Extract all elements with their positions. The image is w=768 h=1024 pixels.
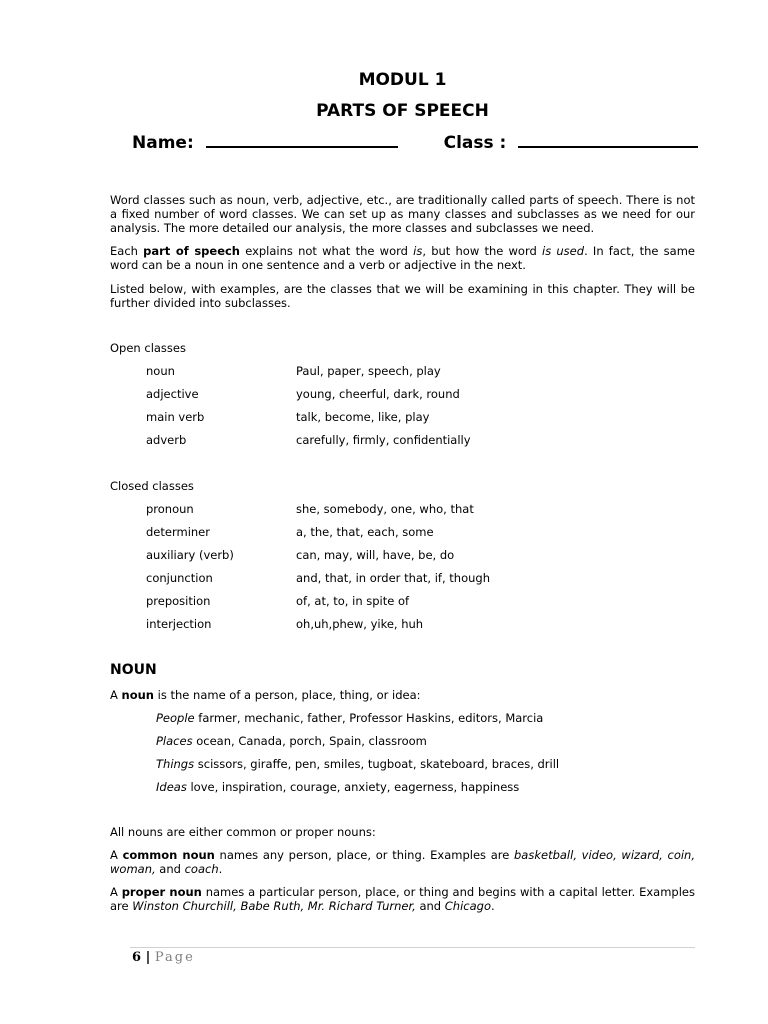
intro-paragraph-3: Listed below, with examples, are the classes that we will be examining in this chapter. They will be further divided into subclasses. bbox=[110, 282, 695, 310]
class-label: Class : bbox=[443, 133, 507, 153]
noun-definition: A noun is the name of a person, place, thing, or idea: bbox=[110, 688, 421, 702]
page-word: Page bbox=[154, 950, 195, 965]
intro-paragraph-2: Each part of speech explains not what the word is, but how the word is used. In fact, the same word can be a noun in one sentence and a verb or adjective in the next. bbox=[110, 244, 695, 272]
common-noun-paragraph: A common noun names any person, place, or thing. Examples are basketball, video, wizard, coin, woman, and coach. bbox=[110, 848, 695, 876]
module-title: MODUL 1 bbox=[358, 70, 447, 90]
footer-divider bbox=[130, 947, 695, 948]
class-blank[interactable] bbox=[518, 132, 698, 148]
page-number: 6 bbox=[132, 950, 142, 965]
page-footer: 6 | Page bbox=[132, 950, 195, 965]
noun-heading: NOUN bbox=[110, 662, 157, 678]
open-classes-label: Open classes bbox=[110, 341, 186, 355]
noun-category-ideas: Ideas love, inspiration, courage, anxiety, eagerness, happiness bbox=[156, 780, 520, 794]
noun-category-places: Places ocean, Canada, porch, Spain, classroom bbox=[156, 734, 427, 748]
noun-category-things: Things scissors, giraffe, pen, smiles, tugboat, skateboard, braces, drill bbox=[156, 757, 560, 771]
name-blank[interactable] bbox=[206, 132, 398, 148]
page-title: PARTS OF SPEECH bbox=[316, 101, 489, 121]
intro-paragraph-1: Word classes such as noun, verb, adjective, etc., are traditionally called parts of speech. There is not a fixed number of word classes. We can set up as many classes and subclasses as we need for our analysis. The more detailed our analysis, the more classes and subclasses we need. bbox=[110, 193, 695, 235]
name-class-line bbox=[132, 132, 707, 153]
document-page: MODUL 1 PARTS OF SPEECH Name: Class : Word classes such as noun, verb, adjective, etc., are traditionally called parts of speech. There is not a fixed number of word classes. We can set up as many classes and subclasses as we need for our analysis. The more detailed our analysis, the more classes and subclasses we need. Each part of speech explains not what the word is, but how the word is used. In fact, the same word can be a noun in one sentence and a verb or adjective in the next. Listed below, with examples, are the classes that we will be examining in this chapter. They will be further divided into subclasses. Open classes noun Paul, paper, speech, play adjective young, cheerful, dark, round main verb talk, become, like, play adverb carefully, firmly, confidentially Closed classes pronoun she, somebody, one, who, that determiner a, the, that, each, some auxiliary (verb) can, may, will, have, be, do conjunction and, that, in order that, if, though preposition of, at, to, in spite of interjection oh,uh,phew, yike, huh NOUN A noun is the name of a person, place, thing, or idea: People farmer, mechanic, father, Professor Haskins, editors, Marcia Places ocean, Canada, porch, Spain, classroom Things scissors, giraffe, pen, smiles, tugboat, skateboard, braces, drill Ideas love, inspiration, courage, anxiety, eagerness, happiness All nouns are either common or proper nouns: A common noun names any person, place, or thing. Examples are basketball, video, wizard, coin, woman, and coach. A proper noun names a particular person, place, or thing and begins with a capital letter. Examples are Winston Churchill, Babe Ruth, Mr. Richard Turner, and Chicago. 6 | Page bbox=[110, 0, 695, 1024]
closed-classes-label: Closed classes bbox=[110, 479, 194, 493]
proper-noun-paragraph: A proper noun names a particular person, place, or thing and begins with a capital letter. Examples are Winston Churchill, Babe Ruth, Mr. Richard Turner, and Chicago. bbox=[110, 885, 695, 913]
all-nouns-text: All nouns are either common or proper nouns: bbox=[110, 825, 376, 839]
noun-category-people: People farmer, mechanic, father, Professor Haskins, editors, Marcia bbox=[156, 711, 544, 725]
name-label: Name: bbox=[132, 133, 194, 153]
